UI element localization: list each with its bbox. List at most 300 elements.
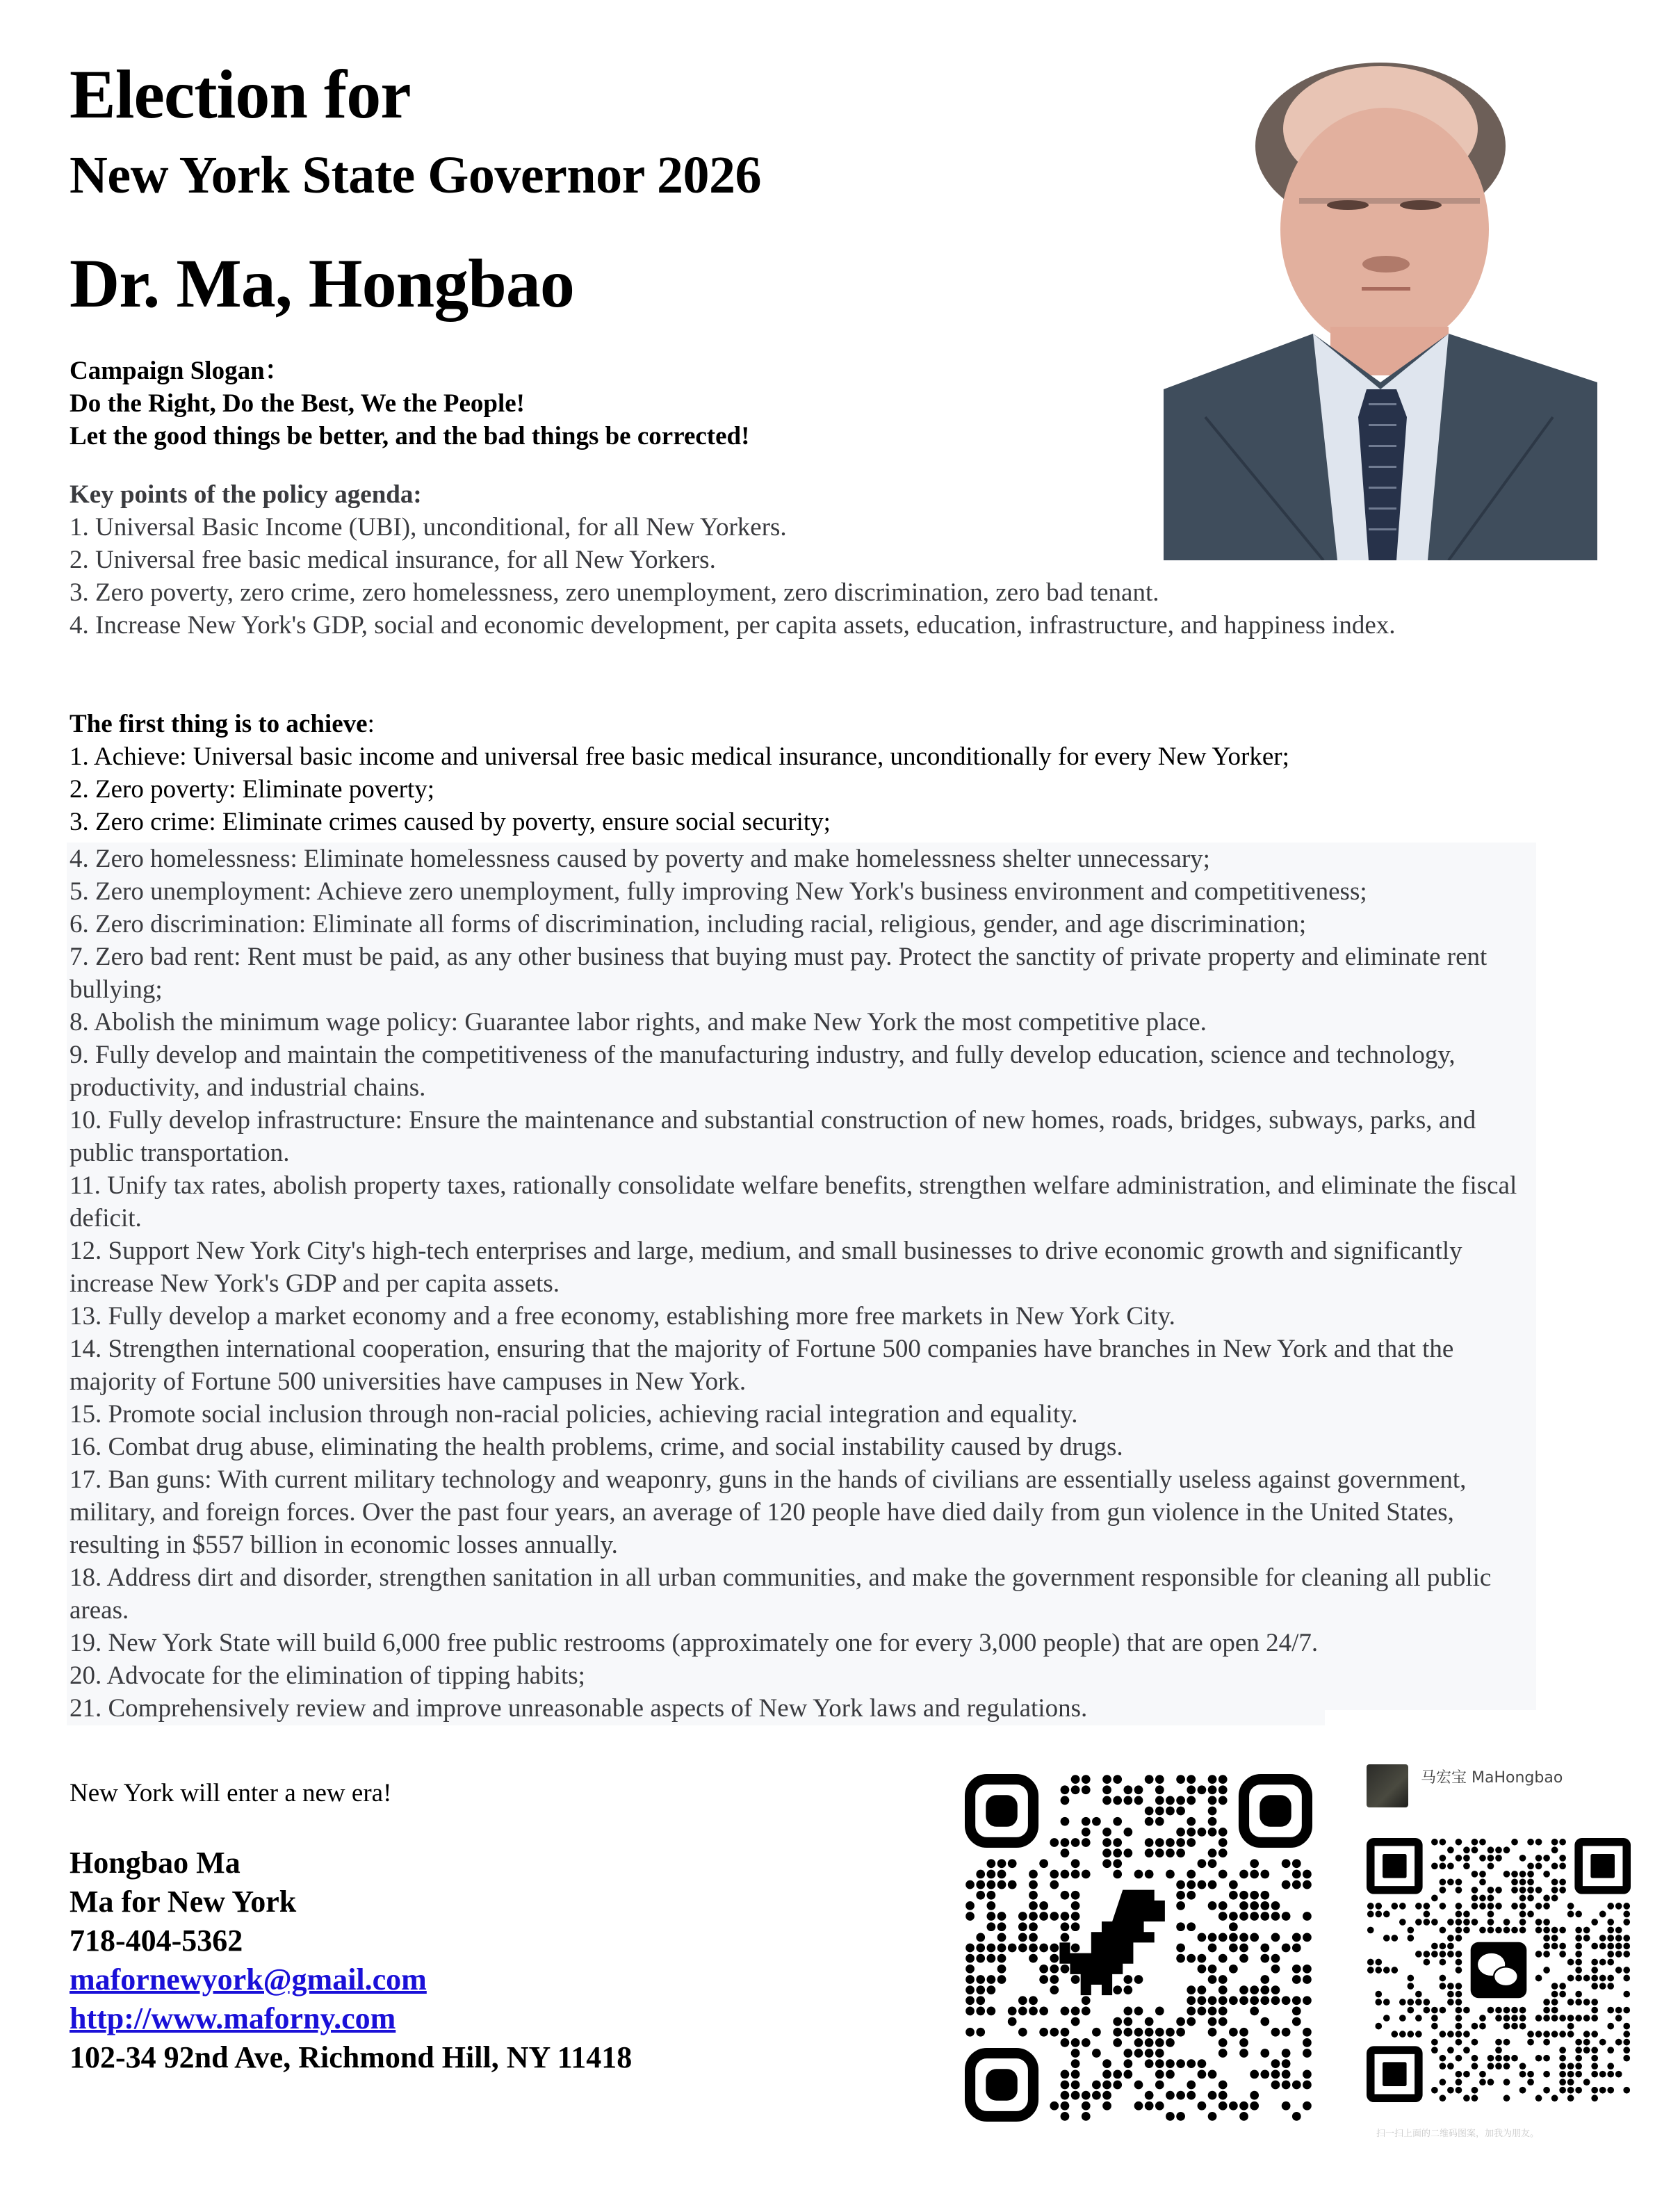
qr-module bbox=[1479, 1903, 1486, 1910]
qr-module bbox=[1071, 2059, 1080, 2068]
qr-module bbox=[1082, 2038, 1091, 2047]
qr-module bbox=[1029, 1880, 1038, 1889]
qr-module bbox=[976, 2028, 985, 2037]
qr-module bbox=[1615, 1943, 1622, 1950]
qr-module bbox=[1218, 1870, 1228, 1879]
qr-module bbox=[1559, 1991, 1566, 1998]
qr-module bbox=[1551, 2031, 1558, 2038]
qr-module bbox=[1519, 2063, 1526, 2069]
qr-module bbox=[1082, 1828, 1091, 1837]
qr-module bbox=[1567, 2087, 1574, 2094]
qr-module bbox=[987, 1975, 996, 1984]
qr-module bbox=[1623, 1951, 1630, 1958]
qr-module bbox=[1456, 1927, 1462, 1934]
qr-module bbox=[1071, 1922, 1080, 1931]
qr-module bbox=[1440, 2095, 1446, 2101]
qr-module bbox=[1282, 1996, 1291, 2005]
candidate-name: Dr. Ma, Hongbao bbox=[70, 245, 574, 322]
qr-module bbox=[1218, 1848, 1228, 1857]
qr-module bbox=[987, 2007, 996, 2016]
qr-module bbox=[1607, 2023, 1614, 2030]
qr-module bbox=[1559, 2047, 1566, 2054]
qr-module bbox=[1218, 1975, 1228, 1984]
qr-module bbox=[1527, 1895, 1534, 1902]
qr-module bbox=[1198, 1954, 1207, 1963]
contact-phone: 718-404-5362 bbox=[70, 1924, 243, 1958]
qr-module bbox=[1198, 1880, 1207, 1889]
qr-module bbox=[1271, 2028, 1280, 2037]
qr-module bbox=[1123, 2059, 1132, 2068]
campaign-slogan bbox=[70, 355, 749, 453]
qr-module bbox=[1155, 2101, 1164, 2111]
qr-module bbox=[1456, 1839, 1462, 1846]
qr-module bbox=[1218, 1933, 1228, 1942]
qr-module bbox=[1479, 1927, 1486, 1934]
website-link[interactable]: http://www.maforny.com bbox=[70, 2001, 396, 2035]
qr-module bbox=[1456, 1878, 1462, 1885]
qr-module bbox=[976, 1880, 985, 1889]
qr-module bbox=[1018, 2028, 1027, 2037]
qr-module bbox=[1567, 2063, 1574, 2069]
qr-module bbox=[1250, 1859, 1259, 1868]
heading-colon: : bbox=[367, 710, 375, 738]
qr-module bbox=[1050, 1838, 1059, 1847]
qr-module bbox=[1208, 1807, 1217, 1816]
qr-module bbox=[1511, 1903, 1518, 1910]
qr-module bbox=[1271, 1996, 1280, 2005]
qr-module bbox=[1071, 2017, 1080, 2026]
qr-module bbox=[1061, 1796, 1070, 1805]
qr-module bbox=[1292, 2112, 1301, 2121]
qr-module bbox=[1519, 1895, 1526, 1902]
slogan-label: Campaign Slogan： bbox=[70, 357, 291, 385]
qr-module bbox=[1559, 2055, 1566, 2062]
qr-module bbox=[1303, 2069, 1312, 2079]
qr-module bbox=[1123, 1785, 1132, 1794]
qr-module bbox=[1039, 1944, 1048, 1953]
qr-module bbox=[1218, 1901, 1228, 1910]
qr-module bbox=[1431, 1895, 1438, 1902]
first-things-item: 3. Zero crime: Eliminate crimes caused by poverty, ensure social security; bbox=[70, 808, 831, 836]
qr-module bbox=[1303, 1996, 1312, 2005]
qr-module bbox=[1503, 1927, 1510, 1934]
qr-module bbox=[1599, 2071, 1606, 2078]
qr-module bbox=[1061, 1785, 1070, 1794]
qr-module bbox=[1495, 2039, 1502, 2046]
qr-module bbox=[1456, 1903, 1462, 1910]
qr-module bbox=[1487, 2079, 1494, 2085]
qr-module bbox=[1447, 1935, 1454, 1942]
qr-module bbox=[1479, 2015, 1486, 2022]
qr-module bbox=[1229, 1912, 1238, 1921]
qr-module bbox=[1479, 1895, 1486, 1902]
qr-module bbox=[1424, 1919, 1430, 1926]
qr-module bbox=[997, 1975, 1006, 1984]
qr-module bbox=[965, 2028, 975, 2037]
first-things-item: 2. Zero poverty: Eliminate poverty; bbox=[70, 775, 435, 804]
qr-module bbox=[1113, 1775, 1122, 1784]
contact-address: 102-34 92nd Ave, Richmond Hill, NY 11418 bbox=[70, 2040, 633, 2074]
qr-module bbox=[1071, 1891, 1080, 1900]
qr-module bbox=[1029, 1922, 1038, 1931]
qr-module bbox=[965, 2007, 975, 2016]
qr-module bbox=[1008, 2017, 1017, 2026]
qr-module bbox=[1102, 1848, 1111, 1857]
qr-module bbox=[1029, 1891, 1038, 1900]
qr-module bbox=[1218, 1785, 1228, 1794]
qr-module bbox=[1071, 1859, 1080, 1868]
qr-module bbox=[1447, 1999, 1454, 2006]
qr-module bbox=[1113, 1870, 1122, 1879]
qr-module bbox=[965, 1996, 975, 2005]
qr-module bbox=[1018, 1933, 1027, 1942]
qr-module bbox=[1166, 2038, 1175, 2047]
qr-module bbox=[1061, 2112, 1070, 2121]
qr-module bbox=[1535, 1951, 1542, 1958]
first-things-item: 17. Ban guns: With current military technology and weaponry, guns in the hands of civilians are essentially useless against government, military, and foreign forces. Over the past four years, an average of 120 people have died daily from gun violence in the United States, resulting in $557 billion in economic losses annually. bbox=[70, 1465, 1467, 1559]
first-things-item: 21. Comprehensively review and improve unreasonable aspects of New York laws and regulations. bbox=[70, 1694, 1088, 1723]
qr-module bbox=[1519, 1927, 1526, 1934]
qr-module bbox=[1134, 1975, 1143, 1984]
qr-module bbox=[1472, 1839, 1478, 1846]
qr-module bbox=[1134, 2007, 1143, 2016]
qr-module bbox=[1145, 1848, 1154, 1857]
qr-module bbox=[1145, 2091, 1154, 2100]
website-qr-code[interactable] bbox=[965, 1774, 1312, 2122]
qr-module bbox=[1113, 2038, 1122, 2047]
qr-module bbox=[1208, 2091, 1217, 2100]
qr-module bbox=[965, 1965, 975, 1974]
first-things-heading-text: The first thing is to achieve bbox=[70, 710, 368, 738]
qr-module bbox=[1061, 1922, 1070, 1931]
qr-module bbox=[997, 1944, 1006, 1953]
qr-module bbox=[1282, 2049, 1291, 2058]
qr-module bbox=[1440, 1855, 1446, 1862]
qr-module bbox=[1543, 2031, 1550, 2038]
qr-module bbox=[1447, 1919, 1454, 1926]
qr-module bbox=[1607, 1959, 1614, 1966]
qr-module bbox=[1071, 1775, 1080, 1784]
qr-module bbox=[1440, 1839, 1446, 1846]
qr-module bbox=[1456, 1991, 1462, 1998]
qr-module bbox=[1503, 1919, 1510, 1926]
qr-module bbox=[1039, 1975, 1048, 1984]
qr-module bbox=[1176, 1954, 1185, 1963]
qr-module bbox=[1551, 1878, 1558, 1885]
qr-module bbox=[1134, 2038, 1143, 2047]
qr-module bbox=[1166, 1796, 1175, 1805]
qr-module bbox=[1050, 1965, 1059, 1974]
qr-module bbox=[1447, 1943, 1454, 1950]
qr-module bbox=[1166, 2028, 1175, 2037]
qr-module bbox=[1559, 1855, 1566, 1862]
qr-module bbox=[1440, 1951, 1446, 1958]
qr-module bbox=[1551, 2015, 1558, 2022]
qr-module bbox=[1145, 1838, 1154, 1847]
qr-module bbox=[1440, 1878, 1446, 1885]
qr-module bbox=[1575, 1951, 1582, 1958]
qr-module bbox=[1061, 2028, 1070, 2037]
qr-module bbox=[1527, 2071, 1534, 2078]
qr-module bbox=[1623, 1967, 1630, 1974]
qr-module bbox=[1092, 2091, 1101, 2100]
qr-module bbox=[1208, 2112, 1217, 2121]
qr-module bbox=[1527, 2039, 1534, 2046]
qr-module bbox=[1198, 2007, 1207, 2016]
qr-module bbox=[1260, 1954, 1269, 1963]
qr-module bbox=[1591, 1967, 1598, 1974]
qr-module bbox=[1456, 2015, 1462, 2022]
qr-module bbox=[1567, 1975, 1574, 1982]
qr-module bbox=[1187, 1954, 1196, 1963]
qr-module bbox=[1447, 2047, 1454, 2054]
qr-module bbox=[1039, 2007, 1048, 2016]
qr-module bbox=[1176, 1807, 1185, 1816]
qr-module bbox=[1575, 1935, 1582, 1942]
qr-module bbox=[1123, 2049, 1132, 2058]
qr-module bbox=[1559, 2015, 1566, 2022]
qr-module bbox=[1176, 1922, 1185, 1931]
qr-module bbox=[1187, 2059, 1196, 2068]
qr-module bbox=[1511, 2023, 1518, 2030]
qr-module bbox=[1008, 1880, 1017, 1889]
qr-module bbox=[1479, 1855, 1486, 1862]
qr-module bbox=[1623, 2039, 1630, 2046]
qr-module bbox=[1456, 2023, 1462, 2030]
qr-module bbox=[1113, 1848, 1122, 1857]
qr-module bbox=[1071, 1838, 1080, 1847]
qr-module bbox=[1607, 2087, 1614, 2094]
qr-module bbox=[1176, 1838, 1185, 1847]
qr-module bbox=[1551, 1895, 1558, 1902]
qr-module bbox=[1292, 1944, 1301, 1953]
qr-module bbox=[1583, 1999, 1590, 2006]
qr-module bbox=[987, 1922, 996, 1931]
qr-module bbox=[1472, 2023, 1478, 2030]
qr-module bbox=[1535, 1862, 1542, 1869]
qr-module bbox=[1495, 1887, 1502, 1894]
qr-module bbox=[997, 1870, 1006, 1879]
qr-module bbox=[1198, 1785, 1207, 1794]
qr-module bbox=[1591, 2087, 1598, 2094]
qr-module bbox=[1187, 1828, 1196, 1837]
qr-module bbox=[976, 1870, 985, 1879]
qr-module bbox=[1176, 1775, 1185, 1784]
qr-module bbox=[1367, 1903, 1374, 1910]
qr-module bbox=[1250, 1891, 1259, 1900]
qr-module bbox=[997, 1859, 1006, 1868]
contact-committee: Ma for New York bbox=[70, 1885, 297, 1919]
qr-module bbox=[1303, 2049, 1312, 2058]
qr-module bbox=[1102, 1785, 1111, 1794]
qr-module bbox=[1551, 1991, 1558, 1998]
qr-module bbox=[1447, 2031, 1454, 2038]
qr-module bbox=[1134, 2049, 1143, 2058]
first-things-item: 20. Advocate for the elimination of tipping habits; bbox=[70, 1661, 585, 1690]
qr-module bbox=[1239, 2112, 1248, 2121]
qr-module bbox=[1487, 1846, 1494, 1853]
qr-module bbox=[1166, 1848, 1175, 1857]
qr-module bbox=[1303, 1975, 1312, 1984]
qr-module bbox=[1543, 1919, 1550, 1926]
qr-module bbox=[1407, 1927, 1414, 1934]
qr-module bbox=[1061, 1817, 1070, 1826]
qr-module bbox=[1415, 2031, 1422, 2038]
qr-module bbox=[1535, 1927, 1542, 1934]
qr-module bbox=[1456, 2087, 1462, 2094]
qr-module bbox=[1511, 1887, 1518, 1894]
qr-module bbox=[1239, 1944, 1248, 1953]
qr-module bbox=[1218, 1796, 1228, 1805]
qr-module bbox=[1092, 2049, 1101, 2058]
qr-module bbox=[1463, 1919, 1470, 1926]
qr-module bbox=[1375, 1911, 1382, 1918]
qr-module bbox=[1208, 1785, 1217, 1794]
qr-module bbox=[997, 1933, 1006, 1942]
qr-module bbox=[1559, 1887, 1566, 1894]
qr-module bbox=[1472, 2039, 1478, 2046]
qr-module bbox=[1029, 2007, 1038, 2016]
first-things-item: 11. Unify tax rates, abolish property taxes, rationally consolidate welfare benefits, strengthen welfare administration, and eliminate the fiscal deficit. bbox=[70, 1171, 1517, 1233]
qr-module bbox=[1463, 2007, 1470, 2014]
qr-module bbox=[1303, 2038, 1312, 2047]
qr-module bbox=[1155, 1796, 1164, 1805]
qr-module bbox=[1229, 1944, 1238, 1953]
qr-module bbox=[1029, 1954, 1038, 1963]
qr-module bbox=[1218, 1954, 1228, 1963]
qr-module bbox=[1456, 2007, 1462, 2014]
qr-module bbox=[987, 1944, 996, 1953]
qr-module bbox=[1399, 2015, 1406, 2022]
qr-module bbox=[1583, 1927, 1590, 1934]
qr-module bbox=[1145, 2028, 1154, 2037]
qr-module bbox=[1415, 1903, 1422, 1910]
qr-module bbox=[1303, 1870, 1312, 1879]
qr-module bbox=[1463, 1855, 1470, 1862]
qr-module bbox=[1050, 1870, 1059, 1879]
qr-module bbox=[1495, 1846, 1502, 1853]
qr-module bbox=[1176, 1828, 1185, 1837]
qr-module bbox=[1071, 1901, 1080, 1910]
qr-module bbox=[1519, 1871, 1526, 1878]
wechat-qr-code[interactable] bbox=[1367, 1838, 1631, 2102]
qr-module bbox=[1260, 2017, 1269, 2026]
qr-module bbox=[1208, 1996, 1217, 2005]
first-things-item: 9. Fully develop and maintain the competitiveness of the manufacturing industry, and fully develop education, science and technology, productivity, and industrial chains. bbox=[70, 1041, 1456, 1102]
qr-module bbox=[1071, 2091, 1080, 2100]
qr-module bbox=[1061, 1891, 1070, 1900]
qr-module bbox=[1487, 1855, 1494, 1862]
qr-module bbox=[987, 1870, 996, 1879]
qr-module bbox=[1113, 1796, 1122, 1805]
qr-module bbox=[1472, 2055, 1478, 2062]
qr-module bbox=[1519, 1903, 1526, 1910]
qr-module bbox=[1208, 1848, 1217, 1857]
qr-module bbox=[1567, 2095, 1574, 2101]
qr-module bbox=[1607, 2063, 1614, 2069]
qr-module bbox=[1503, 2039, 1510, 2046]
qr-module bbox=[1082, 2112, 1091, 2121]
qr-module bbox=[1535, 2015, 1542, 2022]
qr-module bbox=[1479, 1839, 1486, 1846]
qr-module bbox=[1187, 2017, 1196, 2026]
qr-module bbox=[1440, 2063, 1446, 2069]
qr-module bbox=[1495, 2055, 1502, 2062]
email-link[interactable]: mafornewyork@gmail.com bbox=[70, 1962, 427, 1997]
qr-module bbox=[1479, 1871, 1486, 1878]
qr-module bbox=[1292, 2017, 1301, 2026]
qr-module bbox=[1424, 1951, 1430, 1958]
qr-module bbox=[1229, 1880, 1238, 1889]
qr-module bbox=[1623, 2031, 1630, 2038]
qr-module bbox=[1456, 2031, 1462, 2038]
qr-module bbox=[1623, 2023, 1630, 2030]
qr-module bbox=[1440, 1975, 1446, 1982]
qr-module bbox=[1567, 1911, 1574, 1918]
qr-module bbox=[1134, 2028, 1143, 2037]
qr-module bbox=[1061, 1933, 1070, 1942]
qr-module bbox=[1282, 2101, 1291, 2111]
first-things-item: 4. Zero homelessness: Eliminate homelessness caused by poverty and make homelessness shelter unnecessary; bbox=[70, 845, 1210, 873]
qr-module bbox=[1615, 2039, 1622, 2046]
wechat-qr-icon bbox=[1367, 1838, 1631, 2102]
qr-module bbox=[1271, 1965, 1280, 1974]
qr-module bbox=[1591, 1959, 1598, 1966]
qr-module bbox=[1519, 1878, 1526, 1885]
qr-module bbox=[1535, 1887, 1542, 1894]
qr-module bbox=[1198, 1859, 1207, 1868]
qr-module bbox=[1029, 1944, 1038, 1953]
qr-module bbox=[1607, 1975, 1614, 1982]
qr-module bbox=[1559, 1951, 1566, 1958]
qr-module bbox=[1567, 1903, 1574, 1910]
qr-module bbox=[1039, 1965, 1048, 1974]
qr-module bbox=[1282, 2069, 1291, 2079]
qr-module bbox=[1250, 2101, 1259, 2111]
qr-module bbox=[1208, 1775, 1217, 1784]
qr-module bbox=[1623, 1975, 1630, 1982]
qr-module bbox=[1082, 2007, 1091, 2016]
qr-module bbox=[1567, 2015, 1574, 2022]
qr-module bbox=[1375, 1959, 1382, 1966]
qr-module bbox=[1424, 1911, 1430, 1918]
qr-module bbox=[1113, 1838, 1122, 1847]
qr-module bbox=[1591, 1943, 1598, 1950]
qr-module bbox=[1431, 1919, 1438, 1926]
qr-module bbox=[1424, 1999, 1430, 2006]
qr-module bbox=[1061, 1912, 1070, 1921]
qr-module bbox=[1440, 1959, 1446, 1966]
qr-module bbox=[1218, 1838, 1228, 1847]
qr-module bbox=[1176, 2028, 1185, 2037]
qr-module bbox=[1260, 1870, 1269, 1879]
qr-module bbox=[1543, 1903, 1550, 1910]
qr-module bbox=[1559, 1927, 1566, 1934]
qr-module bbox=[1623, 2007, 1630, 2014]
qr-module bbox=[1431, 2039, 1438, 2046]
qr-module bbox=[1591, 1999, 1598, 2006]
qr-module bbox=[1271, 1933, 1280, 1942]
qr-module bbox=[1008, 1944, 1017, 1953]
first-things-heading bbox=[70, 708, 1543, 740]
qr-module bbox=[1399, 1903, 1406, 1910]
qr-module bbox=[1487, 1887, 1494, 1894]
qr-module bbox=[1511, 1878, 1518, 1885]
qr-module bbox=[1519, 2023, 1526, 2030]
qr-module bbox=[1615, 1935, 1622, 1942]
qr-module bbox=[1292, 1933, 1301, 1942]
qr-module bbox=[1239, 2028, 1248, 2037]
